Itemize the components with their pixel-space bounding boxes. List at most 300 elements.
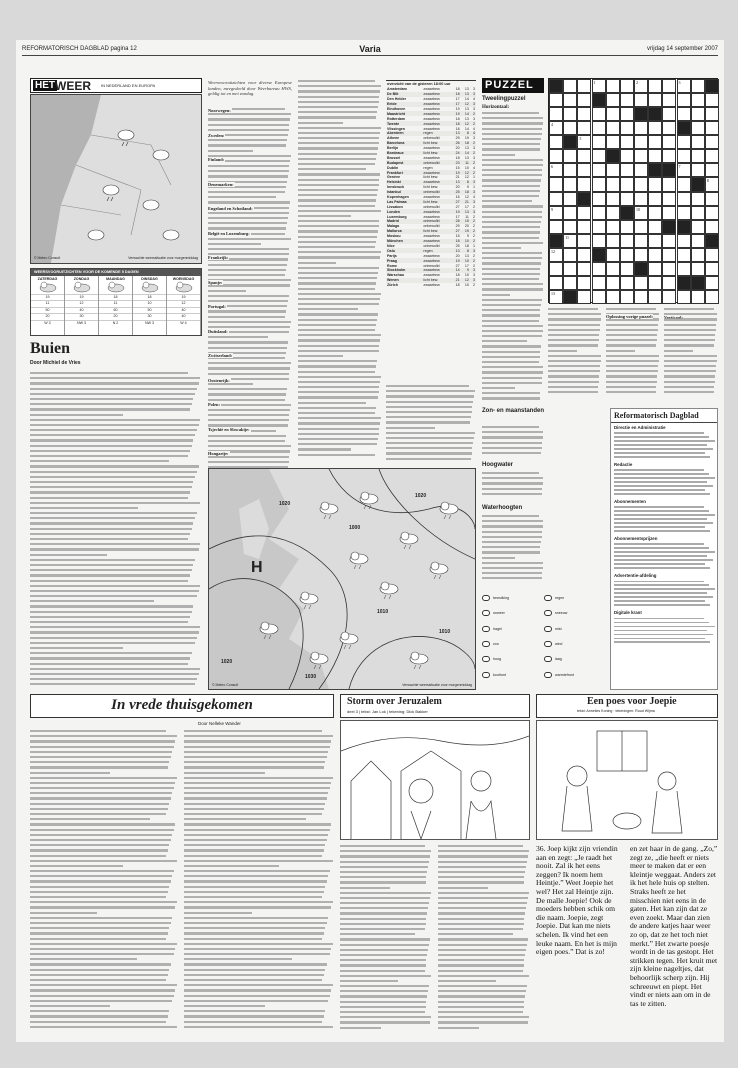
city-value: zwaarbew. (423, 121, 441, 126)
legend-label: bewolking (493, 595, 509, 600)
crossword-cell[interactable] (705, 192, 719, 206)
crossword-cell[interactable] (677, 79, 691, 93)
crossword-cell[interactable] (648, 276, 662, 290)
crossword-cell[interactable] (606, 79, 620, 93)
text-line (386, 390, 475, 392)
crossword-cell[interactable] (705, 149, 719, 163)
crossword-cell[interactable] (677, 262, 691, 276)
crossword-cell[interactable] (648, 206, 662, 220)
crossword-cell[interactable] (677, 220, 691, 234)
crossword-cell[interactable] (662, 149, 676, 163)
text-line (30, 486, 192, 488)
crossword-cell[interactable] (592, 220, 606, 234)
text-line (298, 147, 378, 149)
forecast-wind: W 4 (167, 320, 200, 326)
crossword-cell[interactable] (620, 276, 634, 290)
crossword-cell[interactable] (549, 206, 563, 220)
city-value: zwaarbew. (423, 268, 441, 273)
crossword-cell[interactable] (705, 163, 719, 177)
text-line (298, 262, 336, 264)
city-value: 3 (473, 268, 475, 273)
crossword-cell[interactable] (577, 234, 591, 248)
crossword-cell[interactable] (563, 149, 577, 163)
crossword-cell[interactable] (691, 276, 705, 290)
crossword-cell[interactable] (563, 234, 577, 248)
text-line (208, 201, 290, 203)
crossword-cell[interactable] (563, 248, 577, 262)
crossword-cell[interactable] (677, 290, 691, 304)
crossword-cell[interactable] (705, 177, 719, 191)
text-line (438, 897, 528, 899)
crossword-cell[interactable] (705, 248, 719, 262)
crossword-cell[interactable] (606, 276, 620, 290)
crossword-cell[interactable] (662, 121, 676, 135)
text-line (482, 185, 540, 187)
crossword-cell[interactable] (620, 290, 634, 304)
crossword-cell[interactable] (549, 177, 563, 191)
text-line (30, 678, 197, 680)
text-line (548, 365, 600, 367)
crossword-cell[interactable] (634, 248, 648, 262)
crossword-cell[interactable] (620, 79, 634, 93)
crossword-cell[interactable] (592, 163, 606, 177)
crossword-cell[interactable] (549, 276, 563, 290)
crossword-cell[interactable] (662, 192, 676, 206)
text-line (482, 294, 510, 296)
crossword-cell[interactable] (592, 262, 606, 276)
country-label: Frankrijk: (208, 255, 229, 260)
text-line (30, 906, 175, 908)
crossword-cell[interactable] (606, 93, 620, 107)
legend-symbol-icon (482, 656, 490, 662)
crossword-cell[interactable] (620, 149, 634, 163)
crossword-cell[interactable] (691, 135, 705, 149)
crossword-cell[interactable] (549, 107, 563, 121)
crossword-cell[interactable] (648, 149, 662, 163)
nl-map-credit: © Meteo Consult (34, 256, 61, 260)
crossword-cell[interactable] (549, 234, 563, 248)
crossword-cell[interactable] (677, 206, 691, 220)
crossword-cell[interactable] (691, 79, 705, 93)
crossword-cell[interactable] (662, 107, 676, 121)
text-line (340, 995, 427, 997)
crossword-cell[interactable] (577, 121, 591, 135)
legend-symbol-icon (544, 595, 552, 601)
text-line (340, 850, 431, 852)
crossword-cell[interactable] (592, 206, 606, 220)
text-line (482, 482, 543, 484)
text-line (482, 387, 515, 389)
forecast-sun: 50 (133, 307, 166, 313)
crossword-cell[interactable] (592, 290, 606, 304)
text-line (30, 559, 195, 561)
crossword-cell[interactable] (648, 107, 662, 121)
crossword-cell[interactable] (592, 248, 606, 262)
crossword-cell[interactable] (606, 163, 620, 177)
crossword-cell[interactable] (662, 248, 676, 262)
crossword-cell[interactable] (705, 79, 719, 93)
text-line (30, 751, 172, 753)
crossword-cell[interactable] (592, 192, 606, 206)
city-value: 13 (464, 155, 469, 160)
crossword-cell[interactable] (691, 248, 705, 262)
text-line (30, 1015, 168, 1017)
text-line (298, 168, 366, 170)
text-line (298, 313, 378, 315)
crossword-cell[interactable] (592, 107, 606, 121)
crossword-cell[interactable] (648, 290, 662, 304)
text-line (438, 944, 527, 946)
crossword-cell[interactable] (620, 248, 634, 262)
legend-item (482, 626, 544, 639)
city-value: 19 (455, 209, 460, 214)
crossword-cell[interactable] (634, 79, 648, 93)
text-line (482, 247, 521, 249)
crossword-cell[interactable] (648, 135, 662, 149)
city-value: zwaarbew. (423, 195, 441, 200)
crossword-cell[interactable] (577, 192, 591, 206)
crossword-cell[interactable] (691, 192, 705, 206)
crossword-cell[interactable] (705, 107, 719, 121)
crossword-cell[interactable] (634, 262, 648, 276)
crossword-cell[interactable] (620, 135, 634, 149)
crossword-cell[interactable] (691, 107, 705, 121)
crossword-cell[interactable] (577, 248, 591, 262)
crossword-cell[interactable] (577, 163, 591, 177)
rd-section-heading: Redactie (614, 462, 633, 468)
crossword-cell[interactable] (549, 220, 563, 234)
city-value: 21 (455, 278, 460, 283)
crossword-cell[interactable] (563, 290, 577, 304)
crossword-cell[interactable] (592, 149, 606, 163)
text-line (30, 429, 197, 431)
crossword-cell[interactable] (620, 107, 634, 121)
crossword-cell[interactable] (705, 262, 719, 276)
text-line (184, 917, 328, 919)
text-line (664, 329, 716, 331)
crossword-cell[interactable] (592, 234, 606, 248)
crossword-cell[interactable] (705, 206, 719, 220)
crossword-cell[interactable] (691, 206, 705, 220)
city-name: Budapest (387, 160, 404, 165)
crossword-cell[interactable] (662, 93, 676, 107)
text-line (30, 450, 190, 452)
crossword-cell[interactable] (606, 121, 620, 135)
text-line (482, 221, 541, 223)
text-line (298, 319, 377, 321)
text-line (298, 256, 380, 258)
city-value: 17 (464, 204, 469, 209)
text-line (482, 477, 543, 479)
text-line (438, 845, 523, 847)
crossword-cell[interactable] (620, 220, 634, 234)
text-line (482, 179, 541, 181)
crossword-cell[interactable] (634, 220, 648, 234)
crossword-cell[interactable] (662, 163, 676, 177)
crossword-cell[interactable] (677, 276, 691, 290)
crossword-cell[interactable] (606, 107, 620, 121)
text-line (184, 834, 328, 836)
crossword-cell[interactable] (549, 163, 563, 177)
crossword-cell[interactable] (648, 121, 662, 135)
crossword-cell[interactable] (691, 93, 705, 107)
text-line (482, 148, 540, 150)
crossword-cell[interactable] (662, 79, 676, 93)
text-line (208, 310, 286, 312)
crossword-cell[interactable] (662, 135, 676, 149)
crossword-cell[interactable] (634, 234, 648, 248)
crossword-cell[interactable] (577, 276, 591, 290)
text-line (208, 373, 289, 375)
crossword-cell[interactable] (592, 276, 606, 290)
crossword-cell[interactable] (620, 177, 634, 191)
crossword-cell[interactable] (592, 121, 606, 135)
text-line (30, 823, 175, 825)
text-line (184, 797, 327, 799)
crossword-cell[interactable] (648, 234, 662, 248)
crossword-cell[interactable] (563, 177, 577, 191)
rd-sections (611, 423, 717, 643)
crossword-cell[interactable] (705, 93, 719, 107)
crossword-cell[interactable] (563, 135, 577, 149)
text-line (208, 196, 276, 198)
forecast-rain: 30 (65, 313, 98, 319)
text-line (482, 577, 542, 579)
crossword-cell[interactable] (549, 290, 563, 304)
crossword-cell[interactable] (620, 206, 634, 220)
text-line (298, 329, 375, 331)
crossword-cell[interactable] (606, 262, 620, 276)
crossword-cell[interactable] (606, 220, 620, 234)
crossword-cell[interactable] (606, 290, 620, 304)
text-line (298, 194, 377, 196)
crossword-cell[interactable] (549, 135, 563, 149)
crossword-cell[interactable] (577, 79, 591, 93)
text-line (184, 901, 333, 903)
text-line (298, 386, 379, 388)
crossword-cell[interactable] (549, 192, 563, 206)
crossword-cell[interactable] (577, 149, 591, 163)
crossword-cell[interactable] (705, 234, 719, 248)
text-line (30, 585, 200, 587)
crossword-cell[interactable] (691, 163, 705, 177)
crossword-cell[interactable] (606, 206, 620, 220)
crossword-cell[interactable] (662, 220, 676, 234)
crossword-cell[interactable] (705, 121, 719, 135)
city-name: Twente (387, 121, 400, 126)
crossword-cell[interactable] (648, 192, 662, 206)
crossword-cell[interactable] (677, 192, 691, 206)
crossword-cell[interactable] (677, 107, 691, 121)
text-line (614, 584, 709, 586)
newspaper-page (16, 40, 724, 1042)
crossword-cell[interactable] (549, 248, 563, 262)
text-line (298, 225, 379, 227)
crossword-cell[interactable] (563, 262, 577, 276)
crossword-cell[interactable] (563, 107, 577, 121)
text-line (438, 892, 529, 894)
text-line (30, 746, 174, 748)
crossword-cell[interactable] (563, 206, 577, 220)
crossword-cell[interactable] (648, 93, 662, 107)
crossword-cell[interactable] (648, 248, 662, 262)
crossword-cell[interactable] (648, 163, 662, 177)
crossword-cell[interactable] (705, 276, 719, 290)
land-uk (239, 499, 269, 559)
crossword-cell[interactable] (563, 220, 577, 234)
crossword-cell[interactable] (577, 177, 591, 191)
text-line (482, 382, 542, 384)
crossword-cell[interactable] (662, 206, 676, 220)
text-line (30, 683, 195, 685)
text-line (184, 989, 331, 991)
crossword-cell[interactable] (677, 121, 691, 135)
text-line (184, 1021, 322, 1023)
crossword-cell[interactable] (577, 93, 591, 107)
crossword-cell[interactable] (549, 149, 563, 163)
crossword-cell[interactable] (705, 290, 719, 304)
text-line (208, 129, 289, 131)
forecast-days (31, 276, 201, 335)
crossword-cell[interactable] (592, 93, 606, 107)
crossword-cell[interactable] (677, 149, 691, 163)
text-line (298, 371, 375, 373)
crossword-cell[interactable] (634, 149, 648, 163)
crossword-cell[interactable] (606, 192, 620, 206)
crossword-cell[interactable] (662, 276, 676, 290)
city-value: 2 (473, 151, 475, 156)
crossword-number: 6 (551, 164, 553, 170)
crossword-cell[interactable] (577, 262, 591, 276)
text-line (298, 106, 378, 108)
crossword-cell[interactable] (606, 248, 620, 262)
crossword-cell[interactable] (549, 79, 563, 93)
crossword-cell[interactable] (634, 276, 648, 290)
crossword-cell[interactable] (662, 177, 676, 191)
crossword-cell[interactable] (691, 290, 705, 304)
text-line (482, 278, 539, 280)
city-value: 2 (473, 170, 475, 175)
crossword-cell[interactable] (691, 220, 705, 234)
crossword-cell[interactable] (577, 220, 591, 234)
crossword-cell[interactable] (563, 79, 577, 93)
crossword-cell[interactable] (691, 177, 705, 191)
crossword-cell[interactable] (662, 262, 676, 276)
crossword-cell[interactable] (634, 107, 648, 121)
crossword-cell[interactable] (620, 93, 634, 107)
text-line (438, 918, 524, 920)
crossword-cell[interactable] (620, 262, 634, 276)
crossword-cell[interactable] (606, 234, 620, 248)
crossword-cell[interactable] (677, 163, 691, 177)
crossword-cell[interactable] (705, 135, 719, 149)
text-line (664, 365, 716, 367)
crossword-cell[interactable] (549, 262, 563, 276)
crossword-cell[interactable] (634, 177, 648, 191)
crossword-cell[interactable] (691, 121, 705, 135)
text-line (482, 452, 541, 454)
crossword-cell[interactable] (691, 234, 705, 248)
crossword-cell[interactable] (648, 262, 662, 276)
crossword-cell[interactable] (563, 276, 577, 290)
crossword-cell[interactable] (606, 135, 620, 149)
crossword-cell[interactable] (705, 220, 719, 234)
crossword-cell[interactable] (677, 93, 691, 107)
crossword-cell[interactable] (691, 262, 705, 276)
crossword-cell[interactable] (648, 177, 662, 191)
crossword-cell[interactable] (563, 192, 577, 206)
text-line (184, 995, 330, 997)
text-line (208, 440, 285, 442)
crossword-cell[interactable] (606, 177, 620, 191)
crossword-cell[interactable] (691, 149, 705, 163)
crossword-cell[interactable] (592, 177, 606, 191)
city-name: Eindhoven (387, 107, 406, 111)
city-value: 8 (466, 131, 469, 136)
text-line (614, 506, 704, 508)
text-line (438, 902, 527, 904)
text-line (208, 321, 291, 323)
text-line (482, 299, 542, 301)
crossword-cell[interactable] (677, 234, 691, 248)
crossword-cell[interactable] (634, 290, 648, 304)
crossword-cell[interactable] (592, 135, 606, 149)
city-value: zwaarbew. (423, 87, 441, 92)
crossword-cell[interactable] (648, 220, 662, 234)
crossword-cell[interactable] (620, 121, 634, 135)
text-line (482, 541, 541, 543)
crossword-cell[interactable] (634, 121, 648, 135)
crossword-cell[interactable] (634, 135, 648, 149)
crossword-cell[interactable] (577, 290, 591, 304)
legend-label: laag (555, 657, 562, 662)
crossword-cell[interactable] (549, 93, 563, 107)
text-line (184, 849, 324, 851)
crossword-cell[interactable] (592, 79, 606, 93)
crossword-cell[interactable] (677, 135, 691, 149)
crossword-cell[interactable] (662, 290, 676, 304)
crossword-cell[interactable] (648, 79, 662, 93)
crossword-cell[interactable] (677, 248, 691, 262)
crossword-cell[interactable] (634, 163, 648, 177)
crossword-cell[interactable] (577, 107, 591, 121)
crossword-cell[interactable] (620, 163, 634, 177)
crossword-cell[interactable] (549, 121, 563, 135)
crossword-cell[interactable] (563, 93, 577, 107)
crossword-cell[interactable] (577, 206, 591, 220)
crossword-cell[interactable] (606, 149, 620, 163)
crossword-cell[interactable] (634, 206, 648, 220)
crossword-cell[interactable] (563, 121, 577, 135)
text-line (30, 740, 175, 742)
text-line (438, 1027, 479, 1029)
crossword-cell[interactable] (577, 135, 591, 149)
country-label: Hongarije: (208, 451, 229, 456)
text-line (438, 949, 526, 951)
crossword-cell[interactable] (662, 234, 676, 248)
crossword-cell[interactable] (634, 192, 648, 206)
crossword-cell[interactable] (677, 177, 691, 191)
text-line (298, 220, 379, 222)
text-line (482, 304, 541, 306)
text-line (482, 169, 542, 171)
crossword-cell[interactable] (620, 234, 634, 248)
city-name: Bordeaux (387, 151, 404, 156)
crossword-cell[interactable] (563, 163, 577, 177)
crossword-cell[interactable] (620, 192, 634, 206)
crossword-cell[interactable] (634, 93, 648, 107)
text-line (298, 443, 377, 445)
